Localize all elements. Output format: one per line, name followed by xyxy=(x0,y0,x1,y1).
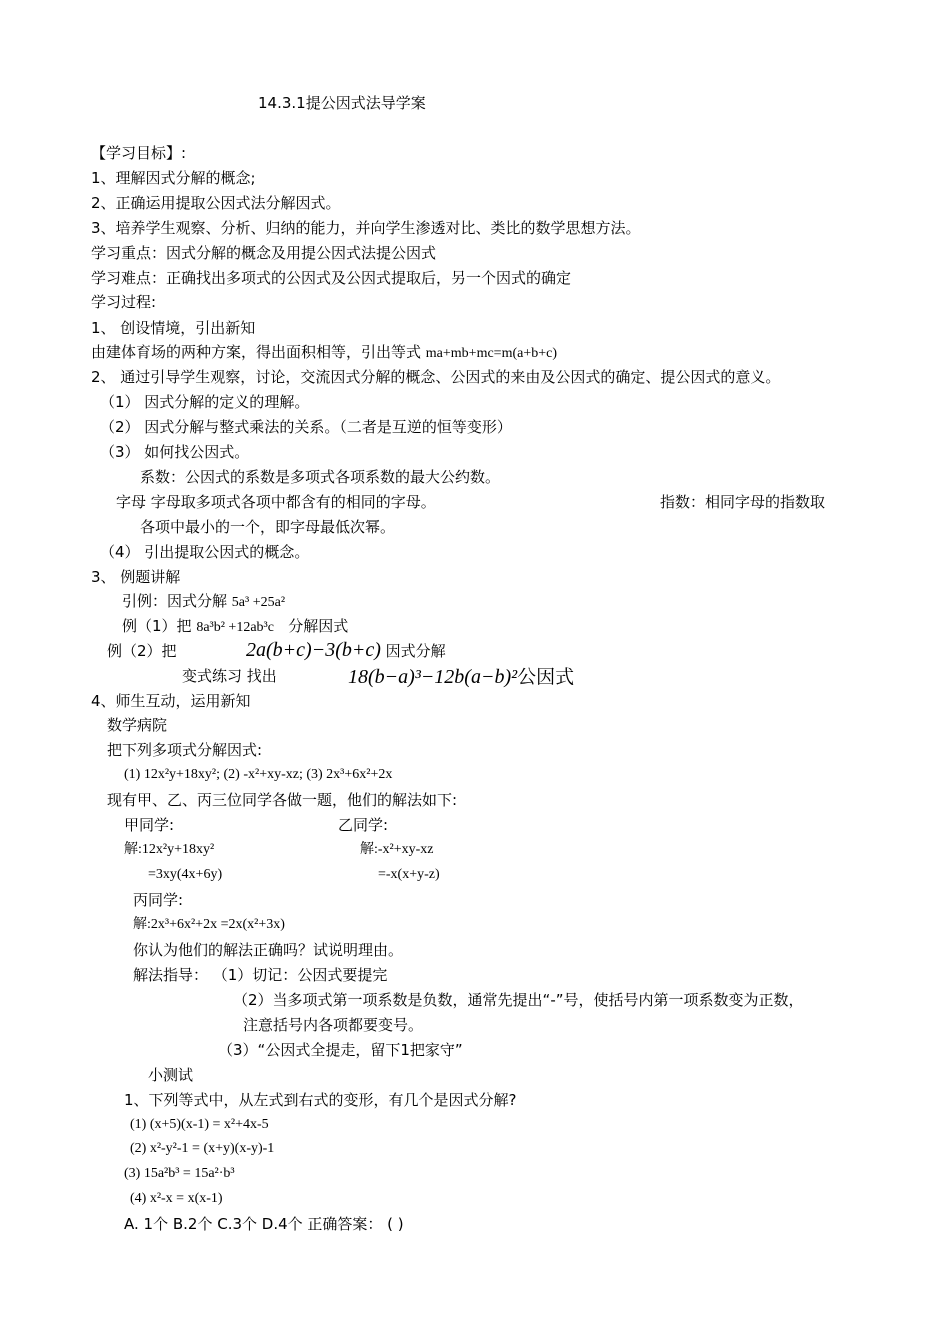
example-2-line xyxy=(246,640,446,661)
objective-item: 2、正确运用提取公因式法分解因式。 xyxy=(91,194,341,212)
quiz-option: (1) (x+5)(x-1) = x²+4x-5 xyxy=(130,1117,269,1132)
label: 公因式 xyxy=(517,666,575,688)
yi-solution: =-x(x+y-z) xyxy=(378,867,440,882)
key-point: 学习重点：因式分解的概念及用提公因式法提公因式 xyxy=(91,244,437,262)
variation-formula xyxy=(348,667,574,688)
bing-solution: 解:2x³+6x²+2x =2x(x²+3x) xyxy=(133,917,285,932)
exponent-rule-cont: 各项中最小的一个，即字母最低次幂。 xyxy=(140,518,396,536)
variation-label: 变式练习 找出 xyxy=(182,667,277,685)
coefficient-rule: 系数：公因式的系数是多项式各项系数的最大公约数。 xyxy=(140,468,501,486)
point-1: （1） 因式分解的定义的理解。 xyxy=(100,393,310,411)
students-intro: 现有甲、乙、丙三位同学各做一题，他们的解法如下: xyxy=(107,791,458,809)
section-4-heading: 4、师生互动，运用新知 xyxy=(91,692,251,710)
point-2: （2） 因式分解与整式乘法的关系。（二者是互逆的恒等变形） xyxy=(100,418,512,436)
point-4: （4） 引出提取公因式的概念。 xyxy=(100,543,310,561)
exponent-rule: 指数：相同字母的指数取 xyxy=(660,493,826,511)
example-2-label: 例（2）把 xyxy=(107,642,177,660)
guide-1: 解法指导： （1）切记：公因式要提完 xyxy=(133,966,388,984)
label: 引例：因式分解 xyxy=(122,592,228,610)
page-title: 14.3.1提公因式法导学案 xyxy=(258,94,426,112)
objectives-heading: 【学习目标】: xyxy=(91,144,187,162)
text: 由建体育场的两种方案，得出面积相等，引出等式 xyxy=(91,343,422,361)
section-1-text xyxy=(91,342,557,364)
intro-example xyxy=(122,591,285,613)
math-hospital: 数学病院 xyxy=(107,716,168,734)
formula: ma+mb+mc=m(a+b+c) xyxy=(425,346,558,361)
example-2-tail: 因式分解 xyxy=(385,642,446,660)
difficulty: 学习难点：正确找出多项式的公因式及公因式提取后，另一个因式的确定 xyxy=(91,269,572,287)
section-2-heading: 2、 通过引导学生观察，讨论，交流因式分解的概念、公因式的来由及公因式的确定、提公因式的意义。 xyxy=(91,368,781,386)
objective-item: 1、理解因式分解的概念; xyxy=(91,169,256,187)
quiz-option: (3) 15a²b³ = 15a²·b³ xyxy=(124,1166,235,1181)
guide-2-cont: 注意括号内各项都要变号。 xyxy=(243,1016,424,1034)
task: 把下列多项式分解因式: xyxy=(107,741,263,759)
example-1 xyxy=(122,616,348,638)
point-3: （3） 如何找公因式。 xyxy=(100,443,250,461)
yi-solution: 解:-x²+xy-xz xyxy=(360,842,434,857)
student-yi-label: 乙同学: xyxy=(338,816,389,834)
quiz-question: 1、下列等式中，从左式到右式的变形，有几个是因式分解? xyxy=(124,1091,517,1109)
formula: 8a³b² +12ab³c xyxy=(196,620,274,635)
question: 你认为他们的解法正确吗？试说明理由。 xyxy=(133,941,404,959)
student-bing-label: 丙同学: xyxy=(133,891,184,909)
guide-2: （2）当多项式第一项系数是负数，通常先提出“-”号，使括号内第一项系数变为正数， xyxy=(233,991,804,1009)
formula: 18(b−a)³−12b(a−b)² xyxy=(348,666,518,688)
guide-3: （3）“公因式全提走，留下1把家守” xyxy=(218,1041,463,1059)
formula: 5a³ +25a² xyxy=(231,595,286,610)
jia-solution: =3xy(4x+6y) xyxy=(148,867,223,882)
section-3-heading: 3、 例题讲解 xyxy=(91,568,181,586)
quiz-choices: A. 1个 B.2个 C.3个 D.4个 正确答案： ( ) xyxy=(124,1215,404,1233)
quiz-option: (4) x²-x = x(x-1) xyxy=(130,1191,223,1206)
objective-item: 3、培养学生观察、分析、归纳的能力，并向学生渗透对比、类比的数学思想方法。 xyxy=(91,219,641,237)
quiz-heading: 小测试 xyxy=(148,1066,194,1084)
label: 分解因式 xyxy=(288,617,349,635)
student-jia-label: 甲同学: xyxy=(124,816,175,834)
example-2-formula: 2a(b+c)−3(b+c) xyxy=(246,639,381,661)
letter-rule: 字母 字母取多项式各项中都含有的相同的字母。 xyxy=(116,493,436,511)
label: 例（1）把 xyxy=(122,617,192,635)
process-heading: 学习过程: xyxy=(91,293,157,311)
jia-solution: 解:12x²y+18xy² xyxy=(124,842,215,857)
section-1-heading: 1、 创设情境，引出新知 xyxy=(91,319,256,337)
problems: (1) 12x²y+18xy²; (2) -x²+xy-xz; (3) 2x³+6x²+2x xyxy=(124,767,393,782)
quiz-option: (2) x²-y²-1 = (x+y)(x-y)-1 xyxy=(130,1141,275,1156)
